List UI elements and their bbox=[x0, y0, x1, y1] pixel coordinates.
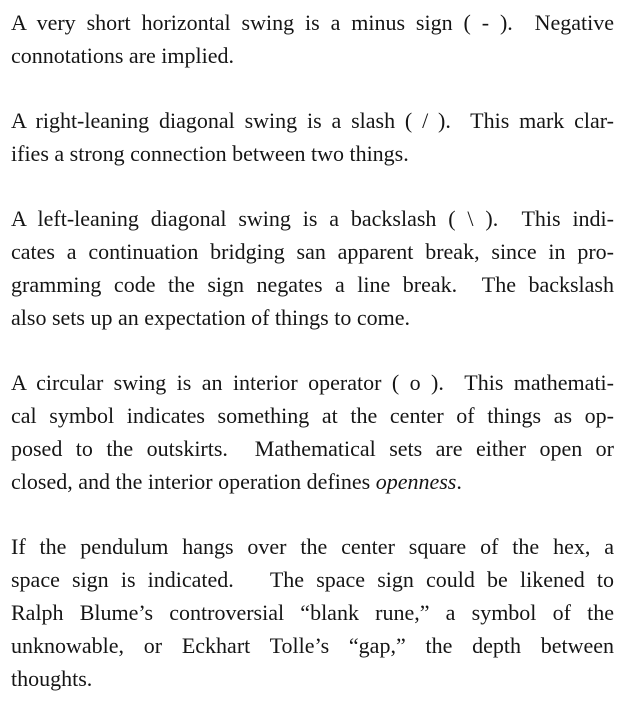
text-line: space sign is indicated. The space sign could be likened to bbox=[11, 567, 614, 592]
text-line: ifies a strong connection between two things. bbox=[11, 141, 409, 166]
paragraph-slash-sign bbox=[11, 104, 614, 170]
text-line: cates a continuation bridging san apparent break, since in pro- bbox=[11, 239, 614, 264]
text-line: A circular swing is an interior operator ( o ). This mathemati- bbox=[11, 370, 614, 395]
text-line: unknowable, or Eckhart Tolle’s “gap,” the depth between bbox=[11, 633, 614, 658]
text-line: A very short horizontal swing is a minus sign ( - ). Negative bbox=[11, 10, 614, 35]
text-line: posed to the outskirts. Mathematical sets are either open or bbox=[11, 436, 614, 461]
paragraph-space-sign bbox=[11, 530, 614, 695]
text-line: Ralph Blume’s controversial “blank rune,” a symbol of the bbox=[11, 600, 614, 625]
text-line: also sets up an expectation of things to come. bbox=[11, 305, 410, 330]
text-line: thoughts. bbox=[11, 666, 93, 691]
text-line: A left-leaning diagonal swing is a backslash ( \ ). This indi- bbox=[11, 206, 614, 231]
text-line: connotations are implied. bbox=[11, 43, 234, 68]
paragraph-minus-sign bbox=[11, 6, 614, 72]
italic-word-openness: openness bbox=[375, 469, 457, 494]
text-line: If the pendulum hangs over the center square of the hex, a bbox=[11, 534, 614, 559]
text-segment: . bbox=[456, 469, 462, 494]
text-line bbox=[11, 465, 614, 498]
text-line: cal symbol indicates something at the center of things as op- bbox=[11, 403, 614, 428]
paragraph-backslash-sign bbox=[11, 202, 614, 334]
text-segment: closed, and the interior operation defines bbox=[11, 469, 376, 494]
text-line: A right-leaning diagonal swing is a slash ( / ). This mark clar- bbox=[11, 108, 614, 133]
paragraph-interior-operator bbox=[11, 366, 614, 498]
text-line: gramming code the sign negates a line break. The backslash bbox=[11, 272, 614, 297]
